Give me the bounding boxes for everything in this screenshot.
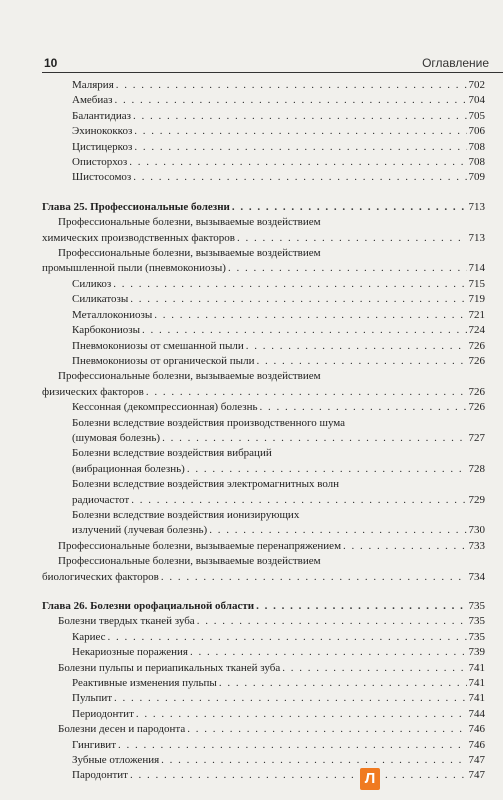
dot-leader	[256, 354, 466, 369]
toc-page-number: 746	[468, 738, 485, 751]
dot-leader	[282, 661, 466, 676]
dot-leader	[219, 676, 467, 691]
toc-section	[42, 200, 485, 585]
toc-page-number: 735	[468, 600, 485, 612]
dot-leader	[154, 308, 466, 323]
toc-entry	[42, 140, 485, 155]
toc-entry-title: радиочастот	[72, 493, 130, 506]
dot-leader	[131, 493, 466, 508]
toc-page-number: 708	[468, 156, 485, 169]
toc-entry	[42, 707, 485, 722]
dot-leader	[133, 170, 466, 185]
toc-entry-title: промышленной пыли (пневмокониозы)	[42, 262, 226, 275]
toc-entry	[42, 109, 485, 124]
toc-page-number: 724	[468, 324, 485, 337]
toc-page-number: 728	[468, 462, 485, 475]
toc-chapter	[42, 200, 485, 215]
toc-entry-title: Амебиаз	[72, 94, 113, 107]
dot-leader	[237, 231, 467, 246]
toc-entry-title: Пародонтит	[72, 769, 128, 782]
toc-entry-title: Силикоз	[72, 277, 112, 290]
toc-page-number: 747	[468, 754, 485, 767]
dot-leader	[108, 630, 467, 645]
toc-entry-text: Болезни вследствие воздействия производственного шума	[72, 416, 346, 429]
dot-leader	[134, 140, 466, 155]
toc-entry	[42, 738, 485, 753]
toc-entry	[42, 539, 485, 554]
toc-entry-title: Металлокониозы	[72, 308, 153, 321]
toc-entry-title: Балантидиаз	[72, 109, 131, 122]
dot-leader	[116, 78, 467, 93]
toc-section	[42, 599, 485, 784]
dot-leader	[343, 539, 466, 554]
toc-section	[42, 78, 485, 186]
toc-page-number: 706	[468, 125, 485, 138]
toc-entry-text: Профессиональные болезни, вызываемые воздействием	[58, 216, 321, 229]
toc-entry-text: Болезни вследствие воздействия электромагнитных волн	[72, 478, 340, 491]
toc-page-number: 739	[468, 646, 485, 659]
toc-entry-title: Некариозные поражения	[72, 646, 188, 659]
toc-entry-title: Шистосомоз	[72, 171, 132, 184]
toc-entry	[42, 431, 485, 446]
dot-leader	[162, 431, 466, 446]
toc-entry-title: излучений (лучевая болезнь)	[72, 524, 208, 537]
toc-entry-title: Периодонтит	[72, 707, 134, 720]
toc-entry	[42, 339, 485, 354]
toc-entry-title: физических факторов	[42, 385, 144, 398]
toc-entry-text: Профессиональные болезни, вызываемые воздействием	[58, 370, 321, 383]
toc-entry-title: Карбокониозы	[72, 324, 140, 337]
toc-page-number: 741	[468, 692, 485, 705]
toc-entry	[42, 493, 485, 508]
dot-leader	[161, 570, 467, 585]
toc-entry-title: (шумовая болезнь)	[72, 431, 161, 444]
toc-entry-title: Глава 26. Болезни орофациальной области	[42, 600, 255, 612]
toc-entry	[42, 308, 485, 323]
toc-entry-title: (вибрационная болезнь)	[72, 462, 185, 475]
toc-page-number: 719	[468, 293, 485, 306]
toc-entry-title: Болезни твердых тканей зуба	[58, 615, 195, 628]
toc-entry	[42, 676, 485, 691]
toc-page-number: 705	[468, 109, 485, 122]
toc-entry	[42, 523, 485, 538]
toc-entry-text: Болезни вследствие воздействия ионизирующих	[72, 508, 300, 521]
dot-leader	[260, 400, 467, 415]
toc-entry-title: Пневмокониозы от смешанной пыли	[72, 339, 244, 352]
toc-page-number: 713	[468, 231, 485, 244]
toc-page-number: 726	[468, 401, 485, 414]
toc-entry	[42, 691, 485, 706]
toc-page-number: 741	[468, 661, 485, 674]
header-rule	[42, 72, 503, 73]
toc-entry	[42, 354, 485, 369]
toc-entry-title: химических производственных факторов	[42, 231, 235, 244]
dot-leader	[142, 323, 467, 338]
toc-page-number: 746	[468, 723, 485, 736]
toc-page-number: 726	[468, 354, 485, 367]
toc-page-number: 708	[468, 140, 485, 153]
toc-page-number: 741	[468, 677, 485, 690]
toc-entry	[42, 155, 485, 170]
toc-page-number: 729	[468, 493, 485, 506]
toc-entry-text: Профессиональные болезни, вызываемые воздействием	[58, 555, 321, 568]
toc-entry	[42, 124, 485, 139]
toc-entry	[42, 614, 485, 629]
dot-leader	[118, 738, 467, 753]
toc-entry-title: Цистицеркоз	[72, 140, 133, 153]
dot-leader	[130, 292, 466, 307]
toc-page-number: 734	[468, 570, 485, 583]
toc-entry-title: Пульпит	[72, 692, 113, 705]
toc-page-number: 702	[468, 79, 485, 91]
toc-page-number: 715	[468, 277, 485, 290]
toc-page-number: 714	[468, 262, 485, 275]
dot-leader	[115, 93, 467, 108]
toc-entry	[42, 630, 485, 645]
toc-page-number: 713	[468, 200, 485, 213]
toc-entry-title: Пневмокониозы от органической пыли	[72, 354, 255, 367]
toc-entry-title: Описторхоз	[72, 156, 128, 169]
toc-entry	[42, 323, 485, 338]
toc-entry	[42, 661, 485, 676]
toc-page-number: 733	[468, 539, 485, 552]
dot-leader	[197, 614, 467, 629]
page-number: 10	[44, 56, 58, 70]
dot-leader	[146, 385, 467, 400]
toc-entry-title: Кариес	[72, 630, 106, 643]
toc-page-number: 730	[468, 524, 485, 537]
dot-leader	[136, 707, 467, 722]
toc-page-number: 726	[468, 385, 485, 398]
toc-entry	[42, 292, 485, 307]
dot-leader	[113, 277, 466, 292]
toc-entry-title: Гингивит	[72, 738, 116, 751]
toc-entry-title: Глава 25. Профессиональные болезни	[42, 200, 230, 213]
toc-page-number: 727	[468, 431, 485, 444]
dot-leader	[228, 261, 467, 276]
dot-leader	[114, 691, 466, 706]
toc-entry-title: Силикатозы	[72, 293, 129, 306]
toc-entry-title: Профессиональные болезни, вызываемые перенапряжением	[58, 539, 342, 552]
toc-entry	[42, 768, 485, 783]
dot-leader	[133, 109, 467, 124]
toc-page-number: 747	[468, 769, 485, 782]
toc-entry	[42, 277, 485, 292]
dot-leader	[134, 124, 466, 139]
toc-entry	[42, 400, 485, 415]
dot-leader	[256, 599, 466, 614]
toc-page-number: 726	[468, 339, 485, 352]
toc-entry-title: Эхинококкоз	[72, 125, 133, 138]
toc-page-number: 735	[468, 630, 485, 643]
dot-leader	[209, 523, 466, 538]
toc-entry-title: Малярия	[72, 79, 114, 91]
table-of-contents	[42, 78, 485, 784]
toc-entry	[42, 231, 485, 246]
toc-entry-text: Профессиональные болезни, вызываемые воздействием	[58, 247, 321, 260]
dot-leader	[187, 722, 466, 737]
toc-page-number: 744	[468, 707, 485, 720]
toc-entry	[42, 462, 485, 477]
toc-page-number: 735	[468, 615, 485, 628]
toc-chapter	[42, 599, 485, 614]
dot-leader	[129, 155, 466, 170]
running-header-title: Оглавление	[422, 56, 489, 70]
dot-leader	[190, 645, 467, 660]
toc-entry	[42, 645, 485, 660]
toc-entry	[42, 261, 485, 276]
dot-leader	[130, 768, 467, 783]
dot-leader	[187, 462, 467, 477]
toc-entry	[42, 753, 485, 768]
toc-entry-title: Болезни пульпы и периапикальных тканей зуба	[58, 661, 281, 674]
toc-entry	[42, 722, 485, 737]
toc-page-number: 709	[468, 171, 485, 184]
toc-page-number: 721	[468, 308, 485, 321]
dot-leader	[161, 753, 466, 768]
dot-leader	[232, 200, 467, 215]
toc-entry	[42, 78, 485, 93]
toc-entry-title: Болезни десен и пародонта	[58, 723, 186, 736]
toc-entry-title: Кессонная (декомпрессионная) болезнь	[72, 401, 258, 414]
toc-entry	[42, 385, 485, 400]
toc-entry-title: биологических факторов	[42, 570, 159, 583]
toc-entry	[42, 170, 485, 185]
publisher-logo-icon: Л	[360, 768, 380, 790]
toc-page-number: 704	[468, 94, 485, 107]
toc-entry	[42, 93, 485, 108]
toc-entry	[42, 570, 485, 585]
dot-leader	[246, 339, 467, 354]
toc-entry-title: Зубные отложения	[72, 754, 160, 767]
toc-entry-title: Реактивные изменения пульпы	[72, 677, 217, 690]
toc-entry-text: Болезни вследствие воздействия вибраций	[72, 447, 272, 460]
